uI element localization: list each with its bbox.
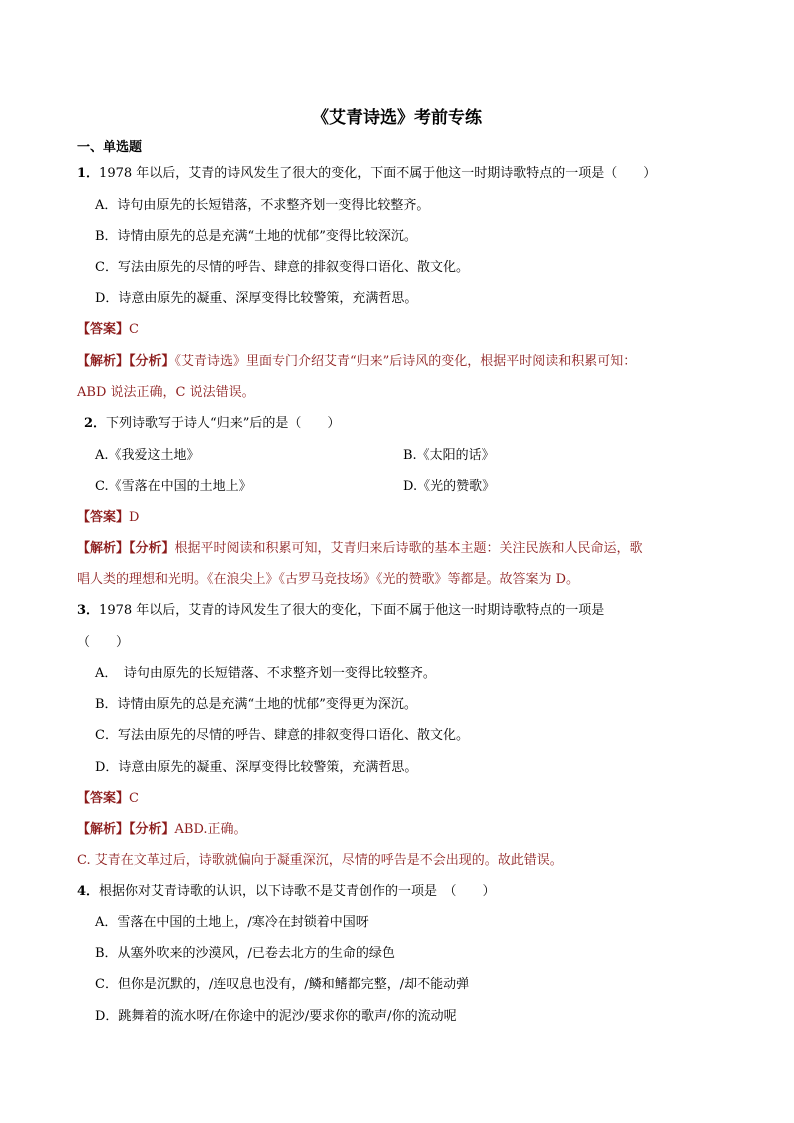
- question-number: 3．: [77, 603, 100, 618]
- analysis-text: ABD.正确。: [174, 822, 247, 837]
- q4-option-d: D．跳舞着的流水呀/在你途中的泥沙/要求你的歌声/你的流动呢: [95, 1009, 457, 1024]
- q4-option-c: C．但你是沉默的，/连叹息也没有，/鳞和鳍都完整，/却不能动弹: [95, 977, 470, 992]
- q3-stem-line-2: （ ）: [77, 635, 130, 650]
- q4-option-a: A．雪落在中国的土地上，/寒冷在封锁着中国呀: [95, 915, 369, 930]
- analysis-text: 《艾青诗选》里面专门介绍艾青“归来”后诗风的变化，根据平时阅读和积累可知：: [174, 354, 637, 369]
- q2-option-c: C.《雪落在中国的土地上》: [95, 479, 252, 494]
- q1-analysis-line-2: ABD 说法正确，C 说法错误。: [77, 385, 255, 400]
- question-stem: 下列诗歌写于诗人“归来”后的是（ ）: [106, 416, 341, 431]
- question-stem: 根据你对艾青诗歌的认识，以下诗歌不是艾青创作的一项是 （ ）: [99, 884, 496, 899]
- q1-option-b: B．诗情由原先的总是充满“土地的忧郁”变得比较深沉。: [95, 229, 417, 244]
- q1-answer: [77, 320, 139, 340]
- q3-option-b: B．诗情由原先的总是充满“土地的忧郁”变得更为深沉。: [95, 697, 417, 712]
- question-stem: 1978 年以后，艾青的诗风发生了很大的变化，下面不属于他这一时期诗歌特点的一项是（ ）: [99, 166, 657, 181]
- answer-label: 【答案】: [77, 322, 130, 337]
- q1-analysis-line-1: [77, 352, 636, 372]
- q2-option-b: B.《太阳的话》: [403, 448, 495, 463]
- q1-option-c: C．写法由原先的尽情的呼告、肆意的排叙变得口语化、散文化。: [95, 260, 469, 275]
- q2-option-d: D.《光的赞歌》: [403, 479, 496, 494]
- section-heading: 一、单选题: [77, 140, 143, 155]
- q4-option-b: B．从塞外吹来的沙漠风，/已卷去北方的生命的绿色: [95, 946, 395, 961]
- q3-analysis-line-2: C. 艾青在文革过后，诗歌就偏向于凝重深沉，尽情的呼告是不会出现的。故此错误。: [77, 853, 563, 868]
- q2-option-a: A.《我爱这土地》: [95, 448, 200, 463]
- q2-analysis-line-1: [77, 539, 643, 559]
- question-number: 4．: [77, 884, 100, 899]
- q3-analysis-line-1: [77, 820, 247, 840]
- answer-value: C: [129, 322, 139, 337]
- q2-answer: [77, 508, 139, 528]
- analysis-label: 【解析】【分析】: [77, 354, 175, 369]
- analysis-text: 根据平时阅读和积累可知，艾青归来后诗歌的基本主题：关注民族和人民命运，歌: [174, 541, 643, 556]
- question-stem: 1978 年以后，艾青的诗风发生了很大的变化，下面不属于他这一时期诗歌特点的一项是: [99, 603, 605, 618]
- q1-option-d: D．诗意由原先的凝重、深厚变得比较警策，充满哲思。: [95, 291, 418, 306]
- answer-value: D: [129, 510, 140, 525]
- q2-analysis-line-2: 唱人类的理想和光明。《在浪尖上》《古罗马竞技场》《光的赞歌》等都是。故答案为 D。: [77, 572, 580, 587]
- q3-option-d: D．诗意由原先的凝重、深厚变得比较警策，充满哲思。: [95, 760, 418, 775]
- answer-label: 【答案】: [77, 510, 130, 525]
- answer-label: 【答案】: [77, 791, 130, 806]
- question-number: 2．: [84, 416, 107, 431]
- q1-option-a: A．诗句由原先的长短错落，不求整齐划一变得比较整齐。: [95, 198, 430, 213]
- question-4: [77, 882, 496, 902]
- q3-answer: [77, 789, 139, 809]
- question-number: 1．: [77, 166, 100, 181]
- page-title: 《艾青诗选》考前专练: [312, 108, 482, 128]
- answer-value: C: [129, 791, 139, 806]
- question-3: [77, 601, 604, 621]
- analysis-label: 【解析】【分析】: [77, 822, 175, 837]
- q3-option-c: C．写法由原先的尽情的呼告、肆意的排叙变得口语化、散文化。: [95, 728, 469, 743]
- q3-option-a: A． 诗句由原先的长短错落、不求整齐划一变得比较整齐。: [95, 666, 436, 681]
- question-2: [84, 414, 340, 434]
- question-1: [77, 164, 656, 184]
- analysis-label: 【解析】【分析】: [77, 541, 175, 556]
